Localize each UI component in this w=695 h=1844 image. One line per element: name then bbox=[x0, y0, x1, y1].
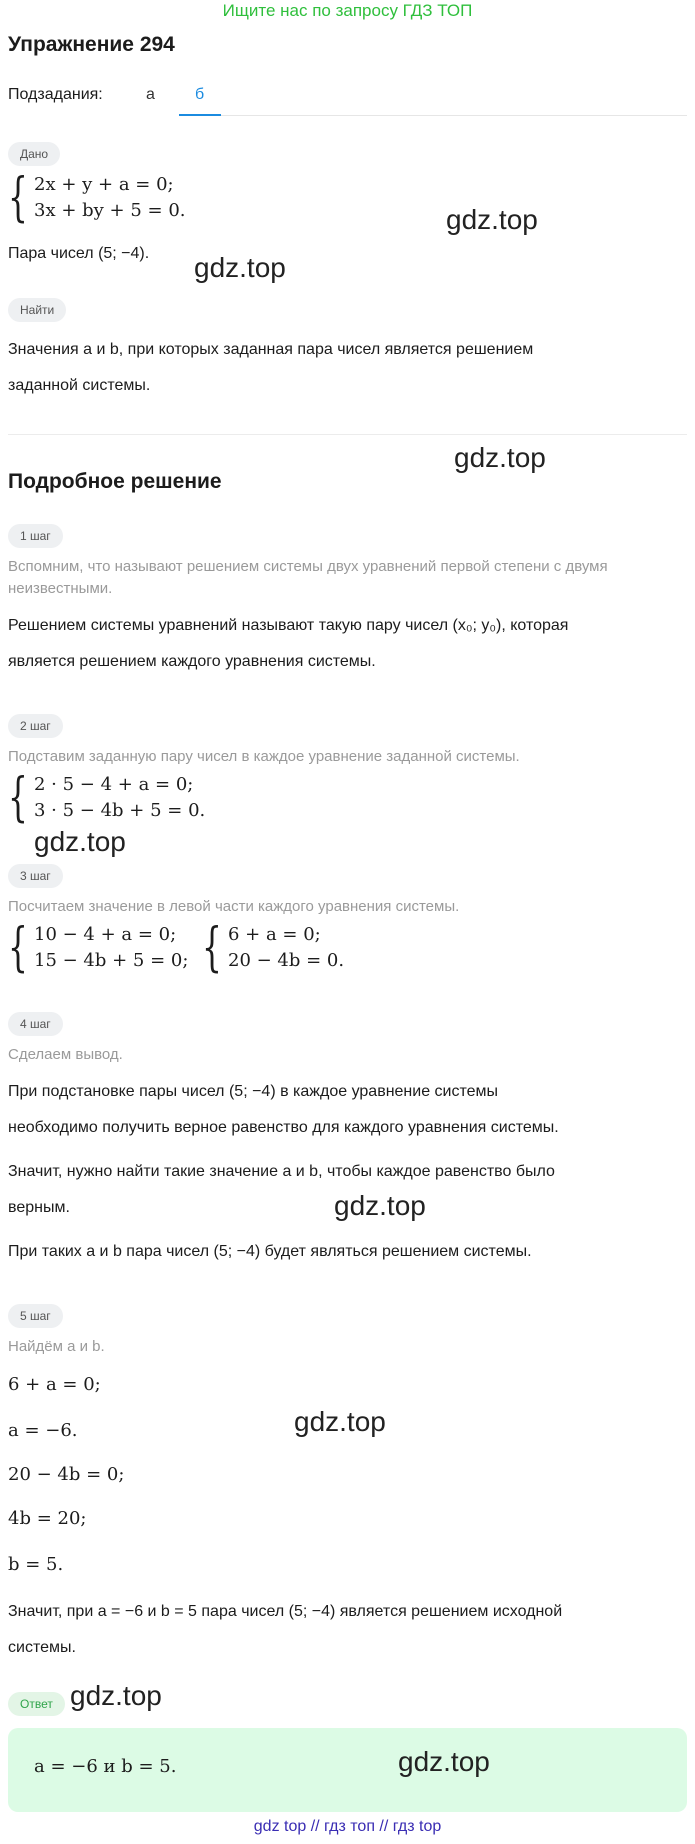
answer-text: a = −6 и b = 5. bbox=[34, 1756, 177, 1777]
watermark: gdz.top bbox=[294, 1406, 386, 1437]
step-1-line-1: Решением системы уравнений называют такую пару чисел (x₀; y₀), которая bbox=[8, 617, 569, 634]
step-5-eq-4: 4b = 20; bbox=[8, 1508, 87, 1529]
step-4-p2: необходимо получить верное равенство для каждого уравнения системы. bbox=[8, 1119, 559, 1136]
given-eq-1: 2x + y + a = 0; bbox=[34, 174, 174, 195]
step-1-chip: 1 шаг bbox=[8, 524, 63, 548]
step-4-p5: При таких a и b пара чисел (5; −4) будет являться решением системы. bbox=[8, 1243, 532, 1260]
answer-chip: Ответ bbox=[8, 1692, 65, 1716]
watermark: gdz.top bbox=[454, 442, 546, 473]
brace-icon: { bbox=[8, 918, 28, 978]
step-5-hint: Найдём a и b. bbox=[8, 1338, 105, 1355]
active-tab-indicator bbox=[179, 114, 221, 116]
find-chip: Найти bbox=[8, 298, 66, 322]
step-2-eq-1: 2 · 5 − 4 + a = 0; bbox=[34, 774, 194, 795]
step-3-eq-3: 6 + a = 0; bbox=[228, 924, 321, 945]
step-4-hint: Сделаем вывод. bbox=[8, 1046, 123, 1063]
page-title: Упражнение 294 bbox=[8, 33, 175, 56]
step-3-system-1 bbox=[8, 918, 189, 978]
step-5-eq-2: a = −6. bbox=[8, 1420, 78, 1441]
step-1-line-2: является решением каждого уравнения системы. bbox=[8, 653, 376, 670]
step-2-system bbox=[8, 768, 206, 828]
section-divider bbox=[8, 434, 687, 435]
step-3-eq-2: 15 − 4b + 5 = 0; bbox=[34, 950, 189, 971]
step-3-system-2 bbox=[202, 918, 345, 978]
step-4-chip: 4 шаг bbox=[8, 1012, 63, 1036]
step-1-hint: Вспомним, что называют решением системы двух уравнений первой степени с двумя неизвестными. bbox=[8, 558, 608, 597]
given-system bbox=[8, 168, 186, 228]
tab-b[interactable]: б bbox=[195, 86, 205, 103]
step-5-conclusion-1: Значит, при a = −6 и b = 5 пара чисел (5; −4) является решением исходной bbox=[8, 1603, 563, 1620]
brace-icon: { bbox=[8, 168, 28, 228]
watermark: gdz.top bbox=[446, 204, 538, 235]
step-5-eq-5: b = 5. bbox=[8, 1554, 64, 1575]
brace-icon: { bbox=[8, 768, 28, 828]
tab-a[interactable]: а bbox=[146, 86, 155, 103]
solution-title: Подробное решение bbox=[8, 470, 222, 493]
watermark: gdz.top bbox=[398, 1746, 490, 1777]
step-3-hint: Посчитаем значение в левой части каждого уравнения системы. bbox=[8, 898, 460, 915]
footer-links[interactable]: gdz top // гдз топ // гдз top bbox=[253, 1818, 442, 1835]
subtasks-label: Подзадания: bbox=[8, 86, 103, 103]
step-5-eq-3: 20 − 4b = 0; bbox=[8, 1464, 125, 1485]
step-5-conclusion-2: системы. bbox=[8, 1639, 76, 1656]
given-eq-2: 3x + by + 5 = 0. bbox=[34, 200, 186, 221]
given-chip: Дано bbox=[8, 142, 60, 166]
step-4-p4: верным. bbox=[8, 1199, 70, 1216]
find-line-2: заданной системы. bbox=[8, 377, 151, 394]
step-2-hint: Подставим заданную пару чисел в каждое уравнение заданной системы. bbox=[8, 748, 520, 765]
step-2-chip: 2 шаг bbox=[8, 714, 63, 738]
step-2-eq-2: 3 · 5 − 4b + 5 = 0. bbox=[34, 800, 206, 821]
step-3-chip: 3 шаг bbox=[8, 864, 63, 888]
find-line-1: Значения a и b, при которых заданная пара чисел является решением bbox=[8, 341, 534, 358]
watermark: gdz.top bbox=[194, 252, 286, 283]
watermark: gdz.top bbox=[34, 826, 126, 857]
step-4-p3: Значит, нужно найти такие значение a и b, чтобы каждое равенство было bbox=[8, 1163, 555, 1180]
promo-banner[interactable]: Ищите нас по запросу ГДЗ ТОП bbox=[222, 1, 473, 20]
step-4-p1: При подстановке пары чисел (5; −4) в каждое уравнение системы bbox=[8, 1083, 499, 1100]
step-5-eq-1: 6 + a = 0; bbox=[8, 1374, 101, 1395]
watermark: gdz.top bbox=[334, 1190, 426, 1221]
step-3-eq-4: 20 − 4b = 0. bbox=[228, 950, 345, 971]
brace-icon: { bbox=[202, 918, 222, 978]
step-3-eq-1: 10 − 4 + a = 0; bbox=[34, 924, 177, 945]
given-pair: Пара чисел (5; −4). bbox=[8, 245, 150, 262]
tabs-divider bbox=[179, 115, 687, 116]
step-5-chip: 5 шаг bbox=[8, 1304, 63, 1328]
watermark: gdz.top bbox=[70, 1680, 162, 1711]
